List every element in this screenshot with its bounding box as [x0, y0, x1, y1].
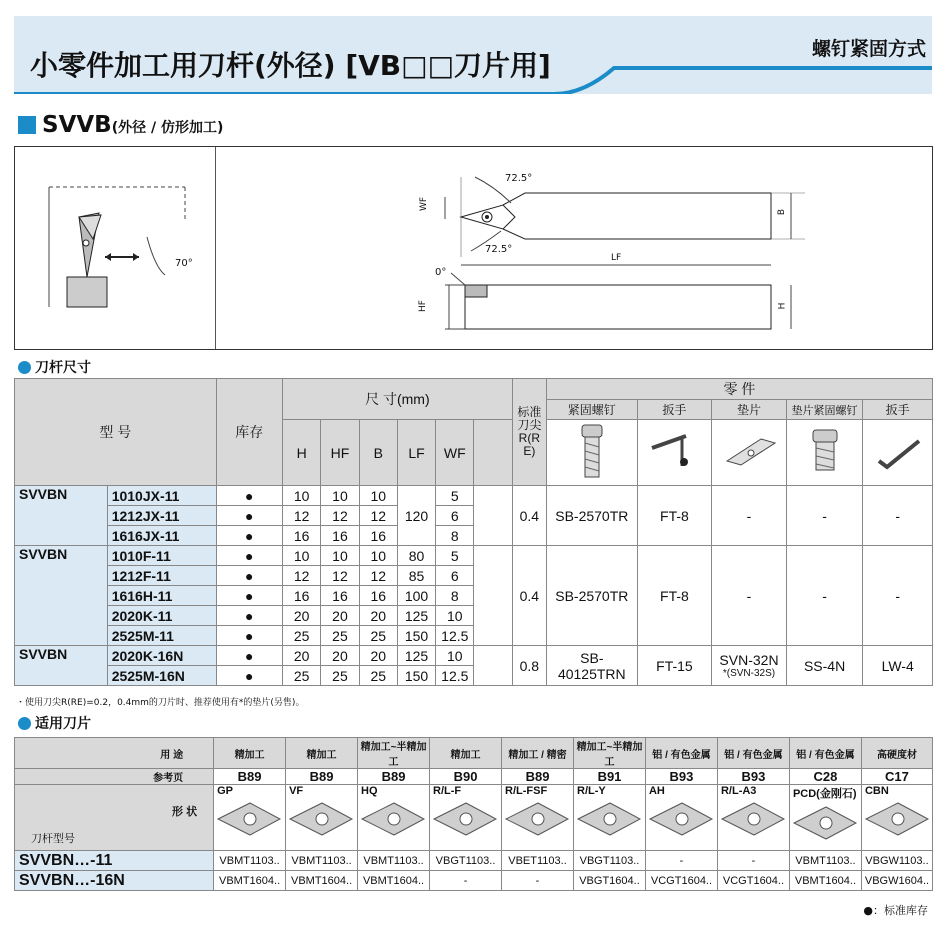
wrench-value: FT-8	[637, 546, 712, 646]
insert-page: C17	[861, 769, 932, 785]
insert-code-16: -	[430, 871, 502, 891]
model-code: 2020K-11	[107, 606, 216, 626]
dim-h: 25	[283, 626, 321, 646]
wrench2-image	[863, 420, 933, 486]
dim-wf: 6	[436, 506, 474, 526]
shim-icon	[721, 431, 777, 471]
dim-hf: 25	[321, 626, 359, 646]
dim-col-b: B	[359, 420, 397, 486]
insert-code-11: VBMT1103..	[789, 851, 861, 871]
model-code: 1212JX-11	[107, 506, 216, 526]
insert-shape-label: R/L-Y	[577, 785, 606, 797]
insert-code-16: VBGW1604..	[861, 871, 932, 891]
shimscrew-value: -	[786, 546, 863, 646]
wrench-icon	[646, 426, 702, 476]
insert-code-16: VBMT1604..	[214, 871, 286, 891]
shim-image	[712, 420, 787, 486]
dim-lf: 125	[397, 646, 435, 666]
shim-value	[712, 486, 787, 546]
holder-dims-heading	[18, 357, 91, 377]
insert-code-11: -	[645, 851, 717, 871]
shape-label-cell	[15, 785, 214, 851]
dim-h: 16	[283, 526, 321, 546]
shimscrew-value: SS-4N	[786, 646, 863, 686]
insert-use: 铝 / 有色金属	[717, 738, 789, 769]
holder-diagram	[215, 147, 934, 351]
insert-icon	[358, 797, 428, 841]
dim-lf: 100	[397, 586, 435, 606]
section-title	[18, 112, 223, 138]
dim-h: 25	[283, 666, 321, 686]
parts-col-shim: 垫片	[712, 400, 787, 420]
model-code: 2020K-16N	[107, 646, 216, 666]
model-code: 2525M-11	[107, 626, 216, 646]
insert-shape-label: CBN	[864, 785, 889, 797]
wrench-value: FT-8	[637, 486, 712, 546]
insert-icon	[718, 797, 788, 841]
shim-value	[712, 546, 787, 646]
dim-hf: 20	[321, 646, 359, 666]
angle-bottom-label: 72.5°	[485, 244, 513, 255]
dim-b: 16	[359, 586, 397, 606]
page-label: 参考页	[15, 769, 214, 785]
insert-shape	[214, 785, 286, 851]
wrench-value: FT-15	[637, 646, 712, 686]
insert-code-11: VBGT1103..	[430, 851, 502, 871]
dim-h: 10	[283, 486, 321, 506]
dim-empty	[474, 646, 512, 686]
insert-shape	[502, 785, 574, 851]
dim-b: 25	[359, 626, 397, 646]
shape-label: 形 状	[172, 806, 198, 818]
wrench-image	[637, 420, 712, 486]
shim-value	[712, 646, 787, 686]
stock-mark: ●	[216, 666, 283, 686]
dim-wf: 10	[436, 606, 474, 626]
row-label-11: SVVBN…-11	[15, 851, 214, 871]
dim-h: 20	[283, 606, 321, 626]
dim-hf: 12	[321, 506, 359, 526]
insert-page: B89	[286, 769, 358, 785]
dim-h: 20	[283, 646, 321, 666]
stock-mark: ●	[216, 566, 283, 586]
dim-b: 16	[359, 526, 397, 546]
dim-col-wf: WF	[436, 420, 474, 486]
insert-icon	[430, 797, 500, 841]
re-note: ・使用刀尖R(RE)=0.2，0.4mm的刀片时、推荐使用有*的垫片(另售)。	[16, 698, 305, 708]
dim-lf: 150	[397, 626, 435, 646]
dim-b: 12	[359, 506, 397, 526]
holder-dims-heading-text: 刀杆尺寸	[35, 360, 91, 376]
dim-hf: 16	[321, 526, 359, 546]
stock-mark: ●	[216, 626, 283, 646]
insert-page: B93	[717, 769, 789, 785]
insert-code-16: VBMT1604..	[789, 871, 861, 891]
insert-code-11: VBGT1103..	[574, 851, 646, 871]
wrench2-value: LW-4	[863, 646, 933, 686]
insert-shape-label: VF	[289, 785, 304, 797]
insert-icon	[214, 797, 284, 841]
section-square-icon	[18, 116, 36, 134]
dim-wf: 5	[436, 546, 474, 566]
fastening-type: 螺钉紧固方式	[811, 38, 926, 60]
insert-icon	[862, 797, 932, 841]
insert-icon	[646, 797, 716, 841]
insert-heading-text: 适用刀片	[35, 716, 91, 732]
insert-code-11: VBET1103..	[502, 851, 574, 871]
dim-hf: 20	[321, 606, 359, 626]
insert-page: B93	[645, 769, 717, 785]
dim-b: 12	[359, 566, 397, 586]
dim-col-lf: LF	[397, 420, 435, 486]
parts-col-screw: 紧固螺钉	[546, 400, 637, 420]
insert-page: B89	[358, 769, 430, 785]
dim-empty	[474, 486, 512, 546]
dim-wf: 8	[436, 586, 474, 606]
shimscrew-icon	[805, 426, 845, 476]
insert-use: 精加工	[214, 738, 286, 769]
model-series: SVVBN	[15, 486, 108, 546]
dim-empty	[474, 546, 512, 646]
wrench2-value: -	[863, 546, 933, 646]
stock-header: 库存	[216, 379, 283, 486]
insert-shape-label: R/L-FSF	[505, 785, 548, 797]
dim-wf: 10	[436, 646, 474, 666]
workpiece-diagram	[15, 147, 215, 351]
re-value: 0.8	[512, 646, 546, 686]
insert-shape-label: GP	[217, 785, 233, 797]
lf-label: LF	[611, 253, 622, 263]
stock-mark: ●	[216, 606, 283, 626]
holder-row	[15, 486, 933, 506]
dim-header: 尺 寸(mm)	[283, 379, 513, 420]
dim-lf: 150	[397, 666, 435, 686]
use-label: 用 途	[15, 738, 214, 769]
hf-label: HF	[417, 300, 428, 312]
insert-code-11: -	[717, 851, 789, 871]
insert-page: B91	[574, 769, 646, 785]
screw-value: SB-2570TR	[546, 486, 637, 546]
angle-top-label: 72.5°	[505, 173, 533, 184]
dim-col-hf: HF	[321, 420, 359, 486]
insert-use: 精加工~半精加工	[358, 738, 430, 769]
model-code: 1010JX-11	[107, 486, 216, 506]
insert-shape	[430, 785, 502, 851]
dim-col-h: H	[283, 420, 321, 486]
dim-b: 25	[359, 666, 397, 686]
dim-b: 10	[359, 546, 397, 566]
insert-icon	[574, 797, 644, 841]
insert-code-11: VBGW1103..	[861, 851, 932, 871]
row-label-16: SVVBN…-16N	[15, 871, 214, 891]
wrench2-value: -	[863, 486, 933, 546]
dim-h: 12	[283, 566, 321, 586]
dim-wf: 8	[436, 526, 474, 546]
dim-b: 20	[359, 646, 397, 666]
parts-col-shimscrew: 垫片紧固螺钉	[786, 400, 863, 420]
insert-use: 铝 / 有色金属	[645, 738, 717, 769]
holder-row	[15, 646, 933, 666]
shim-note: *(SVN-32S)	[722, 668, 776, 679]
dim-hf: 12	[321, 566, 359, 586]
dim-h: 10	[283, 546, 321, 566]
parts-col-wrench: 扳手	[637, 400, 712, 420]
screw-value: SB-2570TR	[546, 546, 637, 646]
insert-shape	[861, 785, 932, 851]
h-label: H	[777, 302, 788, 310]
angle-left-label: 70°	[175, 258, 193, 269]
wf-label: WF	[419, 196, 430, 212]
insert-shape	[789, 785, 861, 851]
insert-page: B89	[214, 769, 286, 785]
insert-shape	[574, 785, 646, 851]
dim-col-empty	[474, 420, 512, 486]
dim-wf: 12.5	[436, 626, 474, 646]
insert-shape-label: R/L-F	[433, 785, 462, 797]
shimscrew-image	[786, 420, 863, 486]
insert-page: C28	[789, 769, 861, 785]
re-header: 标准刀尖R(RE)	[512, 379, 546, 486]
dim-wf: 12.5	[436, 666, 474, 686]
holder-label: 刀杆型号	[31, 833, 75, 845]
screw-icon	[572, 423, 612, 479]
zero-angle-label: 0°	[435, 267, 447, 278]
insert-code-16: VCGT1604..	[717, 871, 789, 891]
tool-drawing	[14, 146, 933, 350]
insert-code-16: VBGT1604..	[574, 871, 646, 891]
screw-image	[546, 420, 637, 486]
dim-lf: 125	[397, 606, 435, 626]
insert-shape	[645, 785, 717, 851]
model-series: SVVBN	[15, 546, 108, 646]
dim-hf: 10	[321, 546, 359, 566]
stock-mark: ●	[216, 586, 283, 606]
insert-use: 精加工	[286, 738, 358, 769]
model-code: 1616JX-11	[107, 526, 216, 546]
insert-shape	[358, 785, 430, 851]
shim-code: -	[746, 587, 752, 604]
model-code: 1616H-11	[107, 586, 216, 606]
re-value: 0.4	[512, 546, 546, 646]
insert-shape	[286, 785, 358, 851]
dim-lf: 85	[397, 566, 435, 586]
dim-wf: 6	[436, 566, 474, 586]
dim-h: 12	[283, 506, 321, 526]
parts-header: 零 件	[546, 379, 932, 400]
shim-code: -	[746, 507, 752, 524]
insert-code-16: VBMT1604..	[286, 871, 358, 891]
model-series: SVVBN	[15, 646, 108, 686]
insert-code-11: VBMT1103..	[358, 851, 430, 871]
bullet-icon	[18, 717, 31, 730]
insert-use: 精加工~半精加工	[574, 738, 646, 769]
page-title: 小零件加工用刀杆(外径) [VB□□刀片用]	[30, 49, 551, 82]
dim-hf: 25	[321, 666, 359, 686]
stock-mark: ●	[216, 486, 283, 506]
insert-page: B89	[502, 769, 574, 785]
model-code: 1212F-11	[107, 566, 216, 586]
insert-use: 精加工	[430, 738, 502, 769]
insert-table	[14, 737, 933, 891]
insert-shape-label: HQ	[361, 785, 378, 797]
insert-heading	[18, 713, 91, 733]
hex-key-icon	[873, 431, 923, 471]
shimscrew-value: -	[786, 486, 863, 546]
insert-code-11: VBMT1103..	[286, 851, 358, 871]
holder-row	[15, 546, 933, 566]
insert-icon	[502, 797, 572, 841]
insert-use: 铝 / 有色金属	[789, 738, 861, 769]
model-header: 型 号	[15, 379, 217, 486]
shim-code: SVN-32N	[719, 652, 779, 668]
re-value: 0.4	[512, 486, 546, 546]
screw-value: SB-40125TRN	[546, 646, 637, 686]
holder-table	[14, 378, 933, 686]
section-desc: (外径 / 仿形加工)	[111, 120, 224, 136]
dim-h: 16	[283, 586, 321, 606]
dim-hf: 10	[321, 486, 359, 506]
legend-footer: ●：标准库存	[863, 904, 928, 917]
section-code: SVVB	[42, 112, 112, 138]
dim-b: 20	[359, 606, 397, 626]
parts-col-wrench2: 扳手	[863, 400, 933, 420]
insert-code-16: VBMT1604..	[358, 871, 430, 891]
stock-mark: ●	[216, 646, 283, 666]
insert-shape-label: PCD(金刚石)	[792, 788, 857, 800]
insert-shape	[717, 785, 789, 851]
dim-hf: 16	[321, 586, 359, 606]
insert-shape-label: AH	[648, 785, 665, 797]
insert-page: B90	[430, 769, 502, 785]
insert-icon	[286, 797, 356, 841]
dim-lf: 120	[397, 486, 435, 546]
model-code: 1010F-11	[107, 546, 216, 566]
stock-mark: ●	[216, 546, 283, 566]
bullet-icon	[18, 361, 31, 374]
dim-wf: 5	[436, 486, 474, 506]
insert-code-16: VCGT1604..	[645, 871, 717, 891]
insert-code-16: -	[502, 871, 574, 891]
insert-icon	[790, 801, 860, 845]
insert-use: 高硬度材	[861, 738, 932, 769]
stock-mark: ●	[216, 506, 283, 526]
dim-lf: 80	[397, 546, 435, 566]
insert-use: 精加工 / 精密	[502, 738, 574, 769]
insert-shape-label: R/L-A3	[720, 785, 757, 797]
model-code: 2525M-16N	[107, 666, 216, 686]
stock-mark: ●	[216, 526, 283, 546]
dim-b: 10	[359, 486, 397, 506]
b-label: B	[777, 208, 788, 216]
insert-code-11: VBMT1103..	[214, 851, 286, 871]
